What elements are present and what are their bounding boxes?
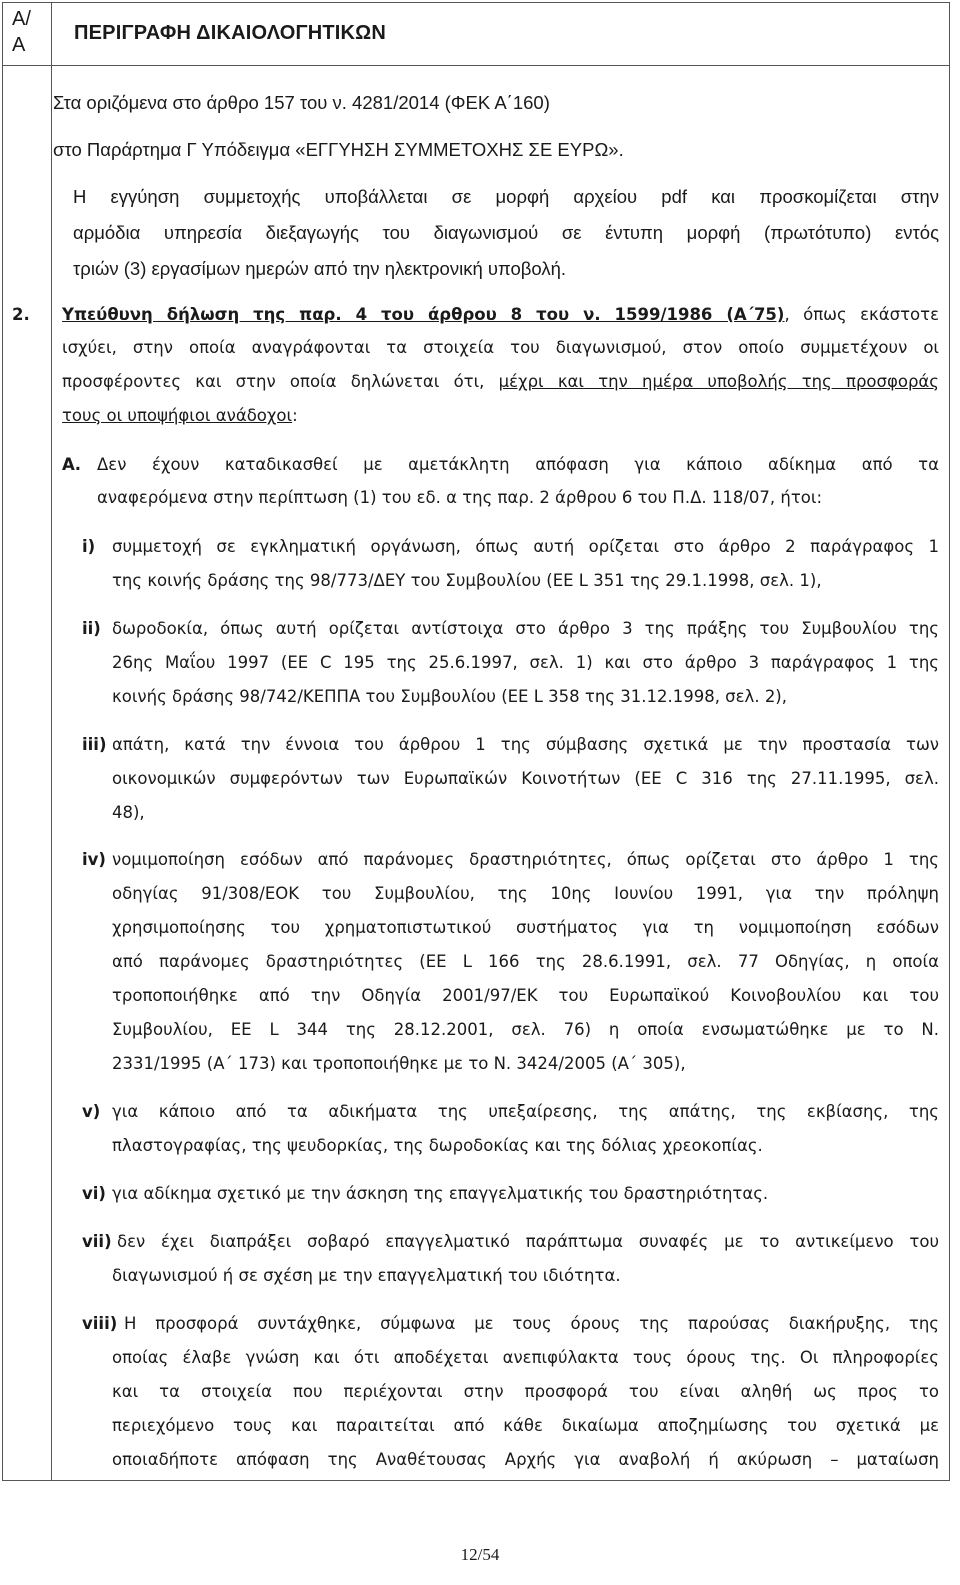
item-iii-label: iii) xyxy=(82,735,107,754)
declaration-line-3-underlined: μέχρι και την ημέρα υποβολής της προσφοράς xyxy=(498,372,939,391)
intro-para-line-1: Η εγγύηση συμμετοχής υποβάλλεται σε μορφή αρχείου pdf και προσκομίζεται στην xyxy=(73,186,939,207)
intro-line-1: Στα οριζόμενα στο άρθρο 157 του ν. 4281/2014 (ΦΕΚ Α΄160) xyxy=(53,92,550,113)
item-iv-line: νομιμοποίηση εσόδων από παράνομες δραστηριότητες, όπως ορίζεται στο άρθρο 1 της xyxy=(112,850,939,869)
declaration-title-underlined: Υπεύθυνη δήλωση της παρ. 4 του άρθρου 8 του ν. 1599/1986 (Α΄75) xyxy=(62,305,785,324)
item-ii-label: ii) xyxy=(82,619,101,638)
item-iv-line: οδηγίας 91/308/ΕΟΚ του Συμβουλίου, της 10ης Ιουνίου 1991, για την πρόληψη xyxy=(112,884,939,903)
section-a-line-2: αναφερόμενα στην περίπτωση (1) του εδ. α της παρ. 2 άρθρου 6 του Π.Δ. 118/07, ήτοι: xyxy=(97,488,823,507)
declaration-line-4 xyxy=(62,406,298,425)
item-iv-line: Συμβουλίου, ΕΕ L 344 της 28.12.2001, σελ. 76) η οποία ενσωματώθηκε με το Ν. xyxy=(112,1020,939,1039)
item-ii-line: κοινής δράσης 98/742/ΚΕΠΠΑ του Συμβουλίου (ΕΕ L 358 της 31.12.1998, σελ. 2), xyxy=(112,687,787,706)
item-v-line: για κάποιο από τα αδικήματα της υπεξαίρεσης, της απάτης, της εκβίασης, της xyxy=(112,1102,939,1121)
item-number: 2. xyxy=(12,305,30,324)
item-iv-label: iv) xyxy=(82,850,106,869)
header-number: Α/ Α xyxy=(12,8,31,56)
section-a-label: Α. xyxy=(62,455,82,474)
item-vi-line: για αδίκημα σχετικό με την άσκηση της επαγγελματικής του δραστηριότητας. xyxy=(112,1184,769,1203)
intro-line-2: στο Παράρτημα Γ Υπόδειγμα «ΕΓΓΥΗΣΗ ΣΥΜΜΕΤΟΧΗΣ ΣΕ ΕΥΡΩ». xyxy=(53,139,624,160)
declaration-line-3-plain: προσφέροντες και στην οποία δηλώνεται ότι, xyxy=(62,372,499,391)
page-title: ΠΕΡΙΓΡΑΦΗ ΔΙΚΑΙΟΛΟΓΗΤΙΚΩΝ xyxy=(74,22,387,44)
item-viii-line: και τα στοιχεία που περιέχονται στην προσφορά του είναι αληθή ως προς το xyxy=(112,1382,939,1401)
item-iv-line: 2331/1995 (Α΄ 173) και τροποποιήθηκε με το Ν. 3424/2005 (Α΄ 305), xyxy=(112,1054,686,1073)
item-ii-line: 26ης Μαΐου 1997 (ΕΕ C 195 της 25.6.1997, σελ. 1) και στο άρθρο 3 παράγραφος 1 της xyxy=(112,653,939,672)
item-iii-line: 48), xyxy=(112,803,145,822)
declaration-title-rest: , όπως εκάστοτε xyxy=(784,305,939,324)
declaration-title xyxy=(62,305,939,324)
declaration-line-4-rest: : xyxy=(292,406,298,425)
item-i-label: i) xyxy=(82,537,96,556)
item-iii-line: οικονομικών συμφερόντων των Ευρωπαϊκών Κοινοτήτων (ΕΕ C 316 της 27.11.1995, σελ. xyxy=(112,769,939,788)
item-iv-line: χρησιμοποίησης του χρηματοπιστωτικού συστήματος για τη νομιμοποίηση εσόδων xyxy=(112,918,939,937)
intro-para-line-2: αρμόδια υπηρεσία διεξαγωγής του διαγωνισμού σε έντυπη μορφή (πρωτότυπο) εντός xyxy=(73,222,939,243)
item-viii-line: περιεχόμενο τους και παραιτείται από κάθε δικαίωμα αποζημίωσης του σχετικά με xyxy=(112,1416,939,1435)
item-vii-line: διαγωνισμού ή σε σχέση με την επαγγελματική του ιδιότητα. xyxy=(112,1266,621,1285)
item-i-line: συμμετοχή σε εγκληματική οργάνωση, όπως αυτή ορίζεται στο άρθρο 2 παράγραφος 1 xyxy=(112,537,939,556)
item-viii-line: οποίας έλαβε γνώση και ότι αποδέχεται ανεπιφύλακτα τους όρους της. Οι πληροφορίες xyxy=(112,1348,939,1367)
item-vii-line: δεν έχει διαπράξει σοβαρό επαγγελματικό παράπτωμα συναφές με το αντικείμενο του xyxy=(117,1232,939,1251)
section-a-line-1: Δεν έχουν καταδικασθεί με αμετάκλητη απόφαση για κάποιο αδίκημα από τα xyxy=(97,455,939,474)
item-iv-line: τροποποιήθηκε από την Οδηγία 2001/97/ΕΚ του Ευρωπαϊκού Κοινοβουλίου και του xyxy=(112,986,939,1005)
item-ii-line: δωροδοκία, όπως αυτή ορίζεται αντίστοιχα στο άρθρο 3 της πράξης του Συμβουλίου της xyxy=(112,619,939,638)
intro-para-line-3: τριών (3) εργασίμων ημερών από την ηλεκτρονική υποβολή. xyxy=(73,258,567,279)
item-viii-label: viii) xyxy=(82,1314,118,1333)
page-number: 12/54 xyxy=(460,1545,500,1564)
declaration-line-4-underlined: τους οι υποψήφιοι ανάδοχοι xyxy=(62,406,293,425)
item-v-line: πλαστογραφίας, της ψευδορκίας, της δωροδοκίας και της δόλιας χρεοκοπίας. xyxy=(112,1136,763,1155)
header-divider xyxy=(3,65,949,66)
item-viii-line: οποιαδήποτε απόφαση της Αναθέτουσας Αρχής για αναβολή ή ακύρωση – ματαίωση xyxy=(112,1450,939,1469)
declaration-line-2: ισχύει, στην οποία αναγράφονται τα στοιχεία του διαγωνισμού, στον οποίο συμμετέχουν οι xyxy=(62,338,939,357)
item-iii-line: απάτη, κατά την έννοια του άρθρου 1 της σύμβασης σχετικά με την προστασία των xyxy=(112,735,939,754)
item-vi-label: vi) xyxy=(82,1184,106,1203)
column-divider xyxy=(51,3,52,1480)
item-v-label: v) xyxy=(82,1102,101,1121)
item-vii-label: vii) xyxy=(82,1232,112,1251)
item-viii-line: Η προσφορά συντάχθηκε, σύμφωνα με τους όρους της παρούσας διακήρυξης, της xyxy=(124,1314,939,1333)
item-i-line: της κοινής δράσης της 98/773/ΔΕΥ του Συμβουλίου (ΕΕ L 351 της 29.1.1998, σελ. 1), xyxy=(112,571,822,590)
item-iv-line: από παράνομες δραστηριότητες (ΕΕ L 166 της 28.6.1991, σελ. 77 Οδηγίας, η οποία xyxy=(112,952,939,971)
declaration-line-3 xyxy=(62,372,939,391)
